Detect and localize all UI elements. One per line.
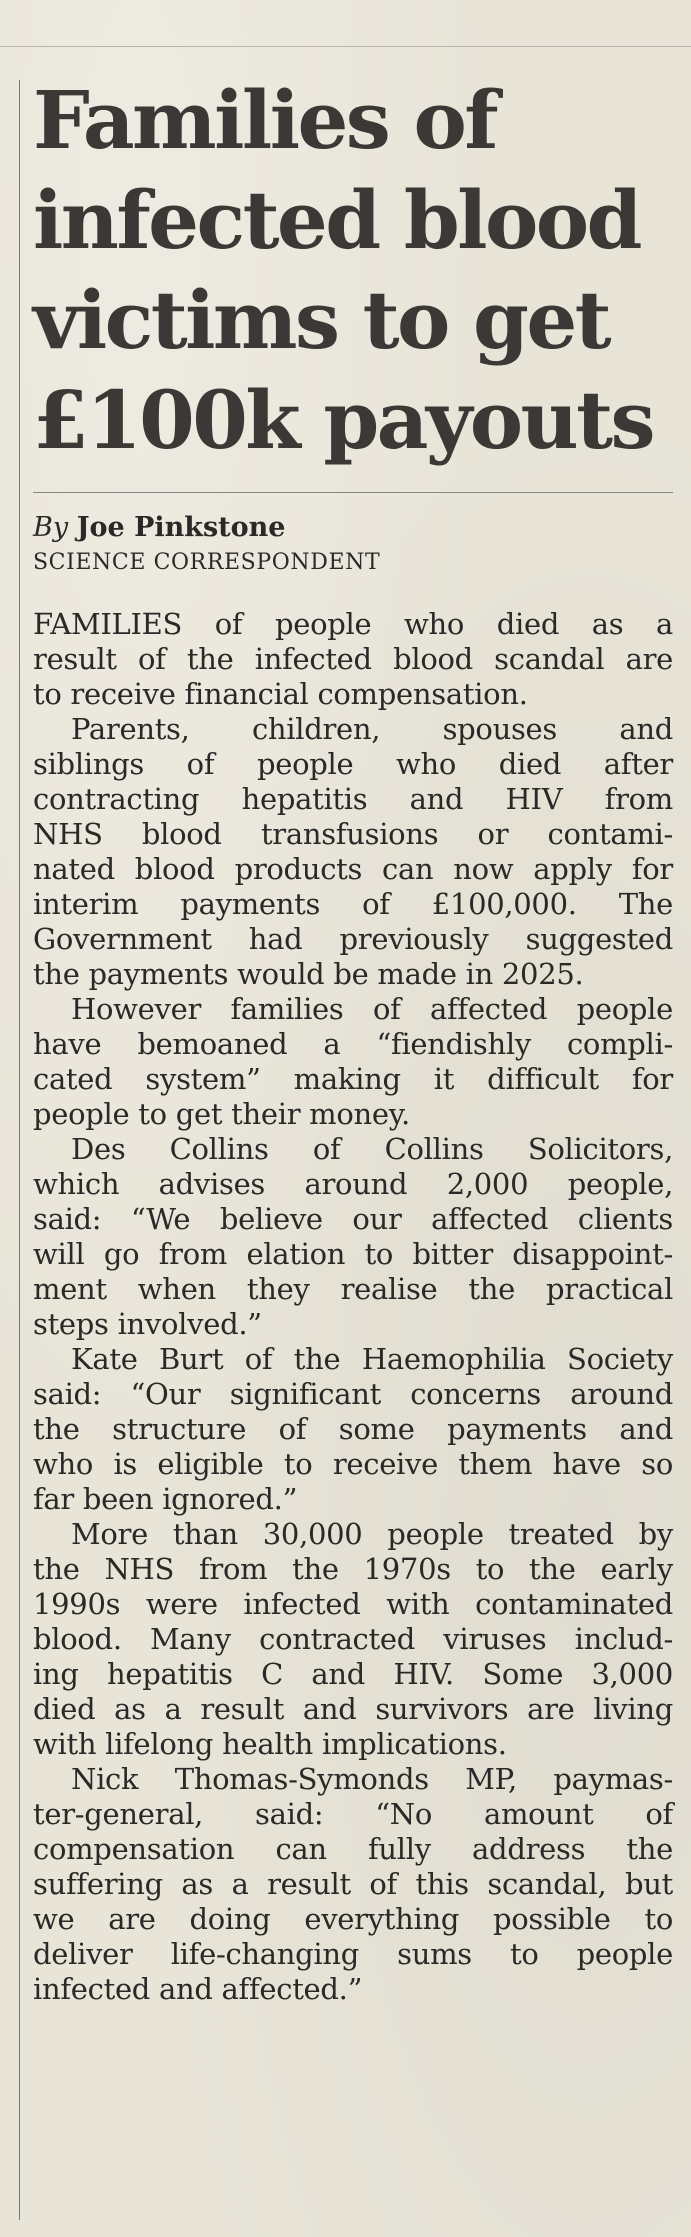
paragraph-line: which advises around 2,000 people, [33,1167,673,1201]
paragraph-line: Kate Burt of the Haemophilia Society [71,1342,673,1376]
article-body [33,607,673,2007]
paragraph-line: ing hepatitis C and HIV. Some 3,000 [33,1657,673,1691]
paragraph-line: the NHS from the 1970s to the early [33,1552,673,1586]
paragraph [33,1762,673,2007]
paragraph-line: blood. Many contracted viruses includ- [33,1622,673,1656]
paragraph-line: However families of affected people [71,992,673,1026]
article [33,70,673,2007]
paragraph-line: cated system” making it difficult for [33,1062,673,1096]
paragraph-line: ter-general, said: “No amount of [33,1797,673,1831]
paragraph-line: the structure of some payments and [33,1412,673,1446]
paragraph-line: 1990s were infected with contaminated [33,1587,673,1621]
paragraph-line: More than 30,000 people treated by [71,1517,673,1551]
paragraph-line: NHS blood transfusions or contami- [33,817,673,851]
paragraph-line: with lifelong health implications. [33,1727,507,1761]
paragraph-line: FAMILIES of people who died as a [33,607,673,641]
paragraph-line: the payments would be made in 2025. [33,957,584,991]
paragraph-line: Nick Thomas-Symonds MP, paymas- [71,1762,673,1796]
paragraph [33,1342,673,1517]
paragraph-line: said: “We believe our affected clients [33,1202,673,1236]
paragraph-line: Government had previously suggested [33,922,673,956]
byline-prefix: By [33,512,69,543]
paragraph [33,1517,673,1762]
paragraph [33,712,673,992]
top-page-rule [0,46,691,47]
paragraph-line: ment when they realise the practical [33,1272,673,1306]
paragraph-line: to receive financial compensation. [33,677,528,711]
paragraph [33,992,673,1132]
paragraph [33,1132,673,1342]
paragraph-line: siblings of people who died after [33,747,673,781]
paragraph-line: have bemoaned a “fiendishly compli- [33,1027,673,1061]
paragraph-line: result of the infected blood scandal are [33,642,673,676]
paragraph-line: far been ignored.” [33,1482,298,1516]
paragraph-line: compensation can fully address the [33,1832,673,1866]
paragraph-line: who is eligible to receive them have so [33,1447,673,1481]
author-name: Joe Pinkstone [76,512,286,543]
paragraph-line: deliver life-changing sums to people [33,1937,673,1971]
paragraph-line: contracting hepatitis and HIV from [33,782,673,816]
headline-line: victims to get [33,273,610,367]
paragraph-line: suffering as a result of this scandal, but [33,1867,673,1901]
paragraph-line: will go from elation to bitter disappoint- [33,1237,673,1271]
paragraph-line: Parents, children, spouses and [71,712,673,746]
headline-line: Families of [33,73,497,167]
paragraph-line: nated blood products can now apply for [33,852,673,886]
paragraph-line: said: “Our significant concerns around [33,1377,673,1411]
paragraph-line: steps involved.” [33,1307,262,1341]
author-role: SCIENCE CORRESPONDENT [33,550,381,575]
paragraph-line: infected and affected.” [33,1972,363,2006]
paragraph-line: people to get their money. [33,1097,410,1131]
paragraph [33,607,673,712]
column-rule [19,80,20,2220]
paragraph-line: Des Collins of Collins Solicitors, [71,1132,673,1166]
paragraph-line: died as a result and survivors are living [33,1692,673,1726]
paragraph-line: we are doing everything possible to [33,1902,673,1936]
byline [33,511,673,545]
headline-line: infected blood [33,173,640,267]
byline-divider [33,492,673,493]
headline-line: £100k payouts [33,373,653,467]
paragraph-line: interim payments of £100,000. The [33,887,673,921]
headline [33,70,673,470]
